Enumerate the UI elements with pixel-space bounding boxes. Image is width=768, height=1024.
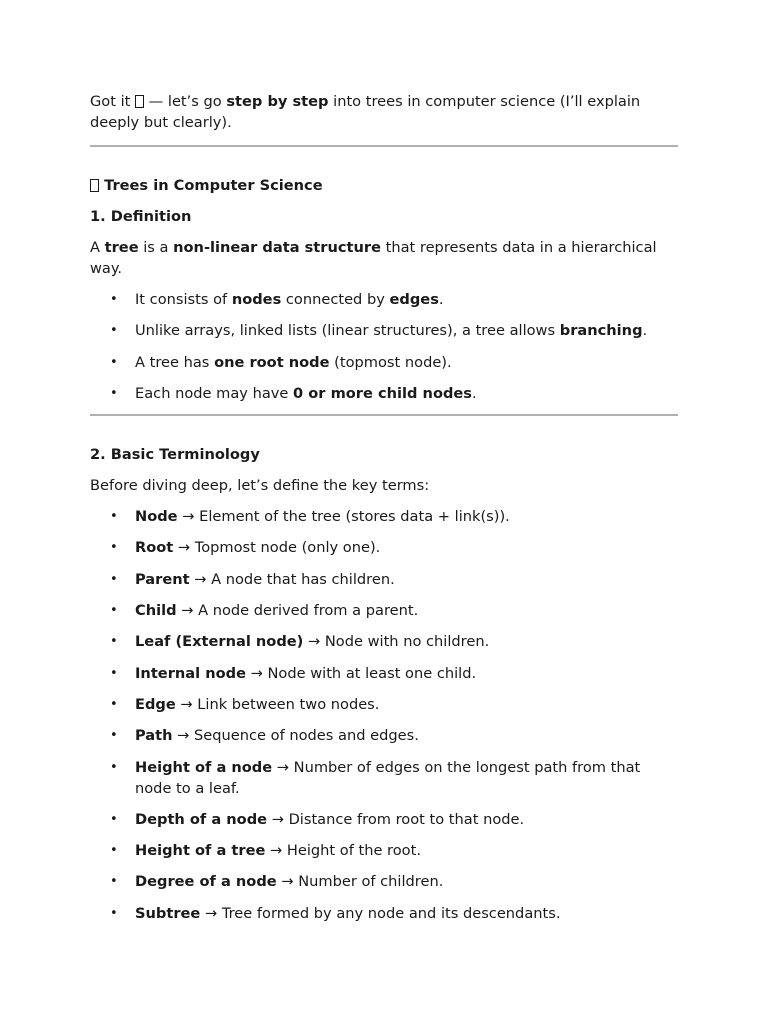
bullet-icon: • — [110, 905, 118, 921]
list-item — [90, 809, 678, 830]
list-item — [90, 840, 678, 861]
text: A tree has — [135, 353, 215, 371]
bullet-icon: • — [110, 385, 118, 401]
bullet-icon: • — [110, 843, 118, 859]
text: . — [438, 291, 444, 308]
list-item — [90, 694, 678, 715]
term-description: → Sequence of nodes and edges. — [172, 727, 419, 745]
term-description: → Link between two nodes. — [175, 695, 380, 713]
bold-text: edges — [389, 291, 439, 308]
bold-text: 0 or more child nodes — [293, 384, 472, 402]
missing-emoji-icon — [135, 95, 144, 108]
term: Child — [135, 602, 177, 620]
term: Path — [135, 727, 173, 745]
bullet-icon: • — [110, 665, 118, 681]
term-description: → Distance from root to that node. — [267, 810, 525, 828]
definition-heading: 1. Definition — [90, 208, 192, 225]
term: Edge — [135, 695, 176, 713]
list-item — [90, 289, 678, 310]
term: Root — [135, 539, 174, 557]
bullet-icon: • — [110, 759, 118, 775]
list-item — [90, 663, 678, 684]
bullet-icon: • — [110, 354, 118, 370]
list-item — [90, 569, 678, 590]
bullet-icon: • — [110, 509, 118, 525]
bullet-icon: • — [110, 540, 118, 556]
bullet-icon: • — [110, 634, 118, 650]
text: A — [90, 239, 105, 256]
list-item — [90, 725, 678, 746]
bullet-icon: • — [110, 874, 118, 890]
list-item — [90, 383, 678, 404]
text: is a — [138, 239, 174, 256]
term: Height of a node — [135, 758, 273, 776]
term: Degree of a node — [135, 873, 277, 891]
intro-text: — let’s go — [144, 93, 227, 110]
bold-text: branching — [559, 322, 643, 340]
definition-paragraph — [90, 237, 678, 279]
bullet-icon: • — [110, 696, 118, 712]
section-title — [90, 175, 678, 196]
term-description: → Element of the tree (stores data + link(s)). — [177, 508, 510, 526]
list-item — [90, 352, 678, 373]
text: connected by — [281, 291, 390, 308]
bold-text: nodes — [231, 291, 282, 308]
term: Subtree — [135, 904, 201, 922]
intro-paragraph — [90, 91, 678, 133]
bold-text: one root node — [214, 353, 330, 371]
term: Height of a tree — [135, 842, 266, 860]
term-description: → Node with at least one child. — [245, 664, 477, 682]
terminology-intro: Before diving deep, let’s define the key terms: — [90, 477, 430, 495]
text: Each node may have — [135, 384, 294, 402]
missing-emoji-icon — [90, 179, 99, 192]
list-item — [90, 537, 678, 558]
list-item — [90, 600, 678, 621]
term-description: → A node that has children. — [189, 570, 395, 588]
intro-text: into trees in computer science (I’ll explain deeply but clearly). — [90, 93, 641, 131]
bullet-icon: • — [110, 728, 118, 744]
terminology-list — [90, 506, 678, 924]
list-item — [90, 506, 678, 527]
term: Node — [135, 508, 178, 526]
term: Leaf (External node) — [135, 633, 304, 651]
text: Unlike arrays, linked lists (linear structures), a tree allows — [135, 322, 560, 340]
document-content — [90, 91, 678, 934]
list-item — [90, 757, 678, 799]
list-item — [90, 903, 678, 924]
term-description: → Number of children. — [276, 873, 444, 891]
text: (topmost node). — [329, 353, 452, 371]
text: It consists of — [135, 291, 232, 308]
text: . — [472, 384, 477, 402]
section-title-text: Trees in Computer Science — [104, 177, 323, 194]
list-item — [90, 871, 678, 892]
bullet-icon: • — [110, 571, 118, 587]
intro-text: Got it — [90, 93, 136, 110]
bold-text: tree — [104, 239, 139, 256]
bullet-icon: • — [110, 811, 118, 827]
bold-text: non-linear data structure — [173, 239, 381, 256]
text: that represents data in a hierarchical way. — [90, 239, 657, 277]
list-item — [90, 631, 678, 652]
bullet-icon: • — [110, 323, 118, 339]
bullet-icon: • — [110, 603, 118, 619]
list-item — [90, 320, 678, 341]
terminology-heading: 2. Basic Terminology — [90, 446, 260, 464]
bullet-icon: • — [110, 292, 118, 307]
term: Internal node — [135, 664, 246, 682]
term-description: → A node derived from a parent. — [176, 602, 419, 620]
divider — [90, 414, 678, 416]
term-description: → Height of the root. — [265, 842, 421, 860]
text: . — [642, 322, 648, 340]
term-description: → Topmost node (only one). — [173, 539, 381, 557]
divider — [90, 145, 678, 147]
term-description: → Number of edges on the longest path from that node to a leaf. — [135, 758, 641, 797]
term: Parent — [135, 570, 190, 588]
term-description: → Tree formed by any node and its descendants. — [200, 904, 561, 922]
intro-bold: step by step — [226, 93, 329, 110]
term: Depth of a node — [135, 810, 268, 828]
term-description: → Node with no children. — [303, 633, 490, 651]
definition-list — [90, 289, 678, 404]
